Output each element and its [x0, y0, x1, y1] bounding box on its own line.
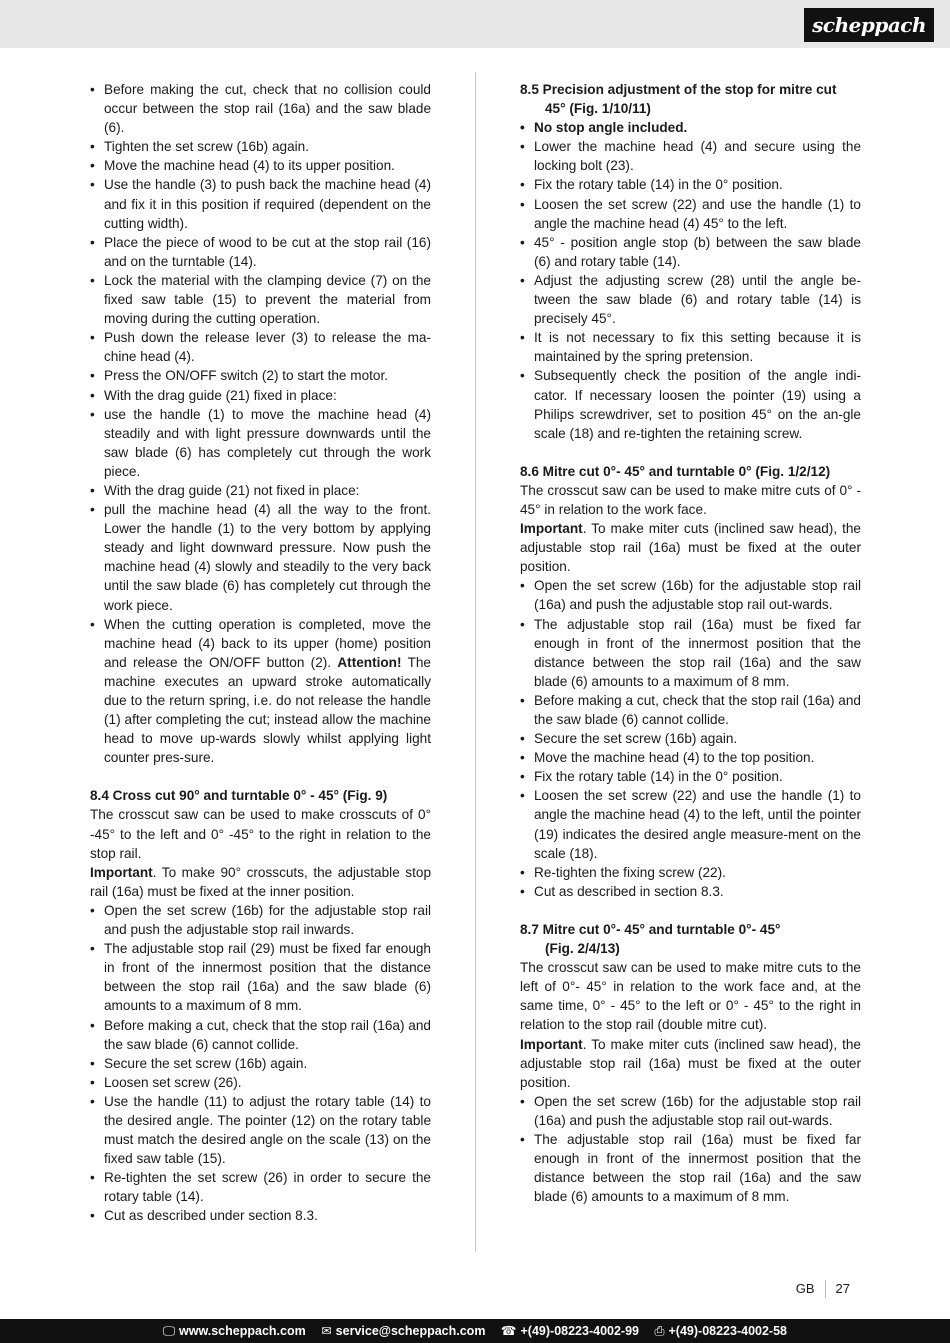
left-column: [90, 80, 431, 1226]
list-item: • Cut as described under section 8.3.: [90, 1206, 431, 1225]
list-item: • Adjust the adjusting screw (28) until the angle be-tween the saw blade (6) and rotary table (14) is precisely 45°.: [520, 271, 861, 328]
list-item: • pull the machine head (4) all the way to the front. Lower the handle (1) to the very bottom by applying steady and light downward pressure. Now push the machine head (4) slowly and steadily to the very back until the saw blade (6) has completely cut through the work piece.: [90, 500, 431, 615]
list-item: • The adjustable stop rail (29) must be fixed far enough in front of the innermost position that the distance between the stop rail (16a) and the saw blade (6) amounts to a maximum of 8 mm.: [90, 939, 431, 1015]
list-item: • The adjustable stop rail (16a) must be fixed far enough in front of the innermost position that the distance between the stop rail (16a) and the saw blade (6) amounts to a maximum of 8 mm.: [520, 1130, 861, 1206]
attention-text: The machine executes an upward stroke automatically due to the return spring, i.e. do not release the handle (1) after completing the cut; instead allow the machine head to move up-wards slowly whilst applying light counter pres-sure.: [104, 654, 431, 766]
list-item: • Push down the release lever (3) to release the ma-chine head (4).: [90, 328, 431, 366]
section-8-6-intro: The crosscut saw can be used to make mitre cuts of 0° - 45° in relation to the work face.: [520, 482, 861, 517]
section-8-6-title: 8.6 Mitre cut 0°- 45° and turntable 0° (Fig. 1/2/12): [520, 463, 831, 479]
list-item: • Open the set screw (16b) for the adjustable stop rail and push the adjustable stop rail inwards.: [90, 901, 431, 939]
list-item: • Move the machine head (4) to its upper position.: [90, 156, 431, 175]
section-8-4-list: [90, 901, 431, 1226]
section-8-7-list: [520, 1092, 861, 1207]
section-8-6-list: [520, 576, 861, 901]
section-8-7-title: [520, 920, 861, 958]
page-number: 27: [835, 1281, 850, 1296]
list-item: • Cut as described in section 8.3.: [520, 882, 861, 901]
list-item: • Secure the set screw (16b) again.: [520, 729, 861, 748]
phone-text: +(49)-08223-4002-99: [520, 1324, 639, 1338]
email-contact: [321, 1319, 485, 1343]
important-text: . To make 90° crosscuts, the adjustable stop rail (16a) must be fixed at the inner position.: [90, 864, 431, 899]
list-item: • Lower the machine head (4) and secure using the locking bolt (23).: [520, 137, 861, 175]
important-label: Important: [520, 521, 583, 537]
section-8-4-intro: The crosscut saw can be used to make crosscuts of 0° -45° to the left and 0° -45° to the right in relation to the stop rail.: [90, 807, 431, 861]
title-line: (Fig. 2/4/13): [545, 941, 620, 957]
list-item: • Open the set screw (16b) for the adjustable stop rail (16a) and push the adjustable stop rail out-wards.: [520, 576, 861, 614]
section-8-4-title: 8.4 Cross cut 90° and turntable 0° - 45° (Fig. 9): [90, 788, 388, 804]
list-item: • Loosen the set screw (22) and use the handle (1) to angle the machine head (4) to the left, until the pointer (19) indicates the desired angle measure-ment on the scale (18).: [520, 786, 861, 862]
language-code: GB: [795, 1281, 815, 1296]
list-item: • With the drag guide (21) fixed in place:: [90, 386, 431, 405]
list-item: [90, 615, 431, 768]
important-text: . To make miter cuts (inclined saw head), the adjustable stop rail (16a) must be fixed at the outer position.: [520, 1036, 861, 1090]
envelope-icon: ✉: [321, 1324, 332, 1338]
list-item: • 45° - position angle stop (b) between the saw blade (6) and rotary table (14).: [520, 233, 861, 271]
list-item: • Before making the cut, check that no collision could occur between the stop rail (16a) and the saw blade (6).: [90, 80, 431, 137]
list-item: • Fix the rotary table (14) in the 0° position.: [520, 767, 861, 786]
computer-icon: 🖵: [162, 1324, 176, 1338]
list-item: • Place the piece of wood to be cut at the stop rail (16) and on the turntable (14).: [90, 233, 431, 271]
list-item: • Before making a cut, check that the stop rail (16a) and the saw blade (6) cannot collide.: [90, 1016, 431, 1054]
list-item: • Loosen the set screw (22) and use the handle (1) to angle the machine head (4) 45° to the left.: [520, 195, 861, 233]
section-8-5-title: [520, 80, 861, 118]
list-item: • use the handle (1) to move the machine head (4) steadily and with light pressure downwards until the saw blade (6) has completely cut through the work piece.: [90, 405, 431, 481]
important-text: . To make miter cuts (inclined saw head), the adjustable stop rail (16a) must be fixed at the outer position.: [520, 521, 861, 575]
phone-contact: [501, 1319, 639, 1343]
website-text: www.scheppach.com: [179, 1324, 306, 1338]
list-item: • No stop angle included.: [520, 118, 861, 137]
fax-contact: [654, 1319, 787, 1343]
contact-bar: [0, 1319, 950, 1343]
important-label: Important: [90, 864, 153, 880]
list-item: • Use the handle (3) to push back the machine head (4) and fix it in this position if required (dependent on the cutting width).: [90, 175, 431, 232]
list-item: • Subsequently check the position of the angle indi-cator. If necessary loosen the pointer (19) using a Philips screwdriver, set to position 45° on the an-gle scale (18) and re-tighten the retaining screw.: [520, 366, 861, 442]
cut-procedure-list: [90, 80, 431, 767]
attention-label: Attention!: [337, 654, 402, 670]
section-8-5-list: [520, 118, 861, 443]
title-line: 8.7 Mitre cut 0°- 45° and turntable 0°- 45°: [520, 921, 781, 937]
list-item: • Tighten the set screw (16b) again.: [90, 137, 431, 156]
fax-text: +(49)-08223-4002-58: [668, 1324, 787, 1338]
section-8-4-important: [90, 863, 431, 901]
list-item: • It is not necessary to fix this setting because it is maintained by the spring pretension.: [520, 328, 861, 366]
header-bar: [0, 0, 950, 48]
email-text: service@scheppach.com: [335, 1324, 486, 1338]
title-line: 8.5 Precision adjustment of the stop for mitre cut: [520, 82, 837, 97]
website-contact: [163, 1319, 306, 1343]
list-item: • Re-tighten the set screw (26) in order to secure the rotary table (14).: [90, 1168, 431, 1206]
list-item: • Secure the set screw (16b) again.: [90, 1054, 431, 1073]
list-item: • Lock the material with the clamping device (7) on the fixed saw table (15) to prevent the material from moving during the cutting operation.: [90, 271, 431, 328]
list-item: • Press the ON/OFF switch (2) to start the motor.: [90, 366, 431, 385]
fax-icon: ⎙: [654, 1324, 665, 1338]
section-8-7-important: [520, 1035, 861, 1092]
page-footer: [796, 1280, 850, 1298]
title-line: 45° (Fig. 1/10/11): [545, 101, 651, 117]
right-column: [520, 80, 861, 1206]
section-8-6-important: [520, 519, 861, 576]
phone-icon: ☎: [500, 1324, 517, 1338]
list-item: • Loosen set screw (26).: [90, 1073, 431, 1092]
list-item: • Re-tighten the fixing screw (22).: [520, 863, 861, 882]
list-item-text: When the cutting operation is completed, move the machine head (4) back to its upper (home) position and release the ON/OFF button (2).: [104, 616, 431, 670]
list-item: • Open the set screw (16b) for the adjustable stop rail (16a) and push the adjustable stop rail out-wards.: [520, 1092, 861, 1130]
list-item: • Fix the rotary table (14) in the 0° position.: [520, 175, 861, 194]
brand-logo: scheppach: [804, 8, 934, 42]
list-item: • With the drag guide (21) not fixed in place:: [90, 481, 431, 500]
list-item: • Before making a cut, check that the stop rail (16a) and the saw blade (6) cannot collide.: [520, 691, 861, 729]
list-item: • Use the handle (11) to adjust the rotary table (14) to the desired angle. The pointer (12) on the rotary table must match the desired angle on the scale (13) on the fixed saw table (15).: [90, 1092, 431, 1168]
list-item: • Move the machine head (4) to the top position.: [520, 748, 861, 767]
important-label: Important: [520, 1036, 583, 1052]
footer-separator: [825, 1280, 826, 1298]
column-divider: [475, 72, 476, 1252]
section-8-7-intro: The crosscut saw can be used to make mitre cuts to the left of 0°- 45° in relation to the work face and, at the same time, 0° - 45° to the left or 0° - 45° to the right in relation to the stop rail (double mitre cut).: [520, 960, 861, 1033]
list-item: • The adjustable stop rail (16a) must be fixed far enough in front of the innermost position that the distance between the stop rail (16a) and the saw blade (6) amounts to a maximum of 8 mm.: [520, 615, 861, 691]
